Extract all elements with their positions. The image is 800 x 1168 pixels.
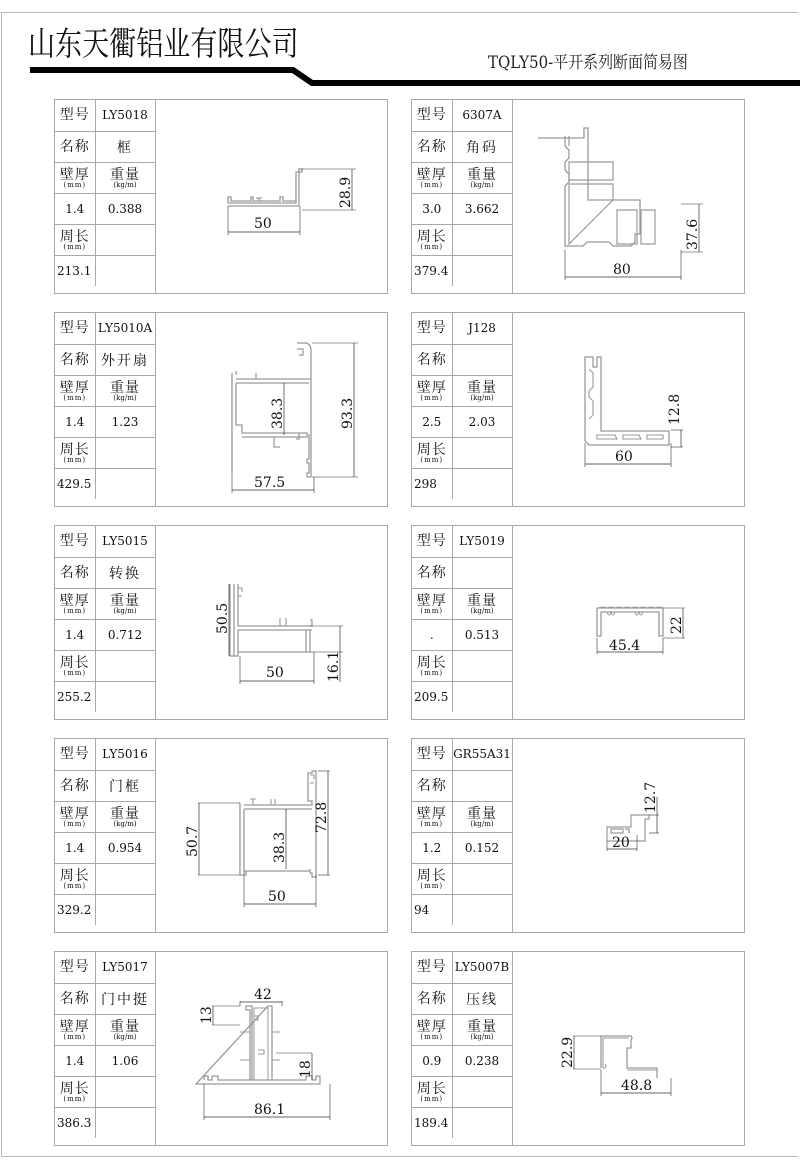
profile-panel-j128: [411, 312, 745, 507]
model-label: 型号: [412, 526, 452, 557]
model-value: LY5017: [95, 952, 155, 983]
weight-label: 重量 (kg/m): [95, 588, 155, 619]
name-value: 外开扇: [95, 344, 155, 375]
blank-cell: [95, 650, 155, 681]
svg-text:13: 13: [199, 1006, 215, 1024]
wall-thickness-value: .: [412, 619, 452, 650]
blank-cell: [95, 468, 155, 499]
perimeter-label: 周长 (mm): [55, 1076, 95, 1107]
wall-thickness-label: 壁厚 (mm): [412, 1014, 452, 1045]
svg-text:50.7: 50.7: [185, 825, 201, 857]
wall-thickness-label: 壁厚 (mm): [412, 588, 452, 619]
perimeter-label: 周长 (mm): [412, 224, 452, 255]
blank-cell: [452, 894, 512, 925]
weight-label: 重量 (kg/m): [452, 375, 512, 406]
wall-thickness-label: 壁厚 (mm): [55, 588, 95, 619]
profile-section-icon: [513, 313, 746, 506]
svg-text:80: 80: [613, 262, 631, 278]
name-label: 名称: [412, 344, 452, 375]
perimeter-value: 379.4: [412, 255, 452, 286]
name-label: 名称: [412, 770, 452, 801]
model-value: GR55A31: [452, 739, 512, 770]
profile-section-icon: [513, 100, 746, 293]
svg-text:50: 50: [268, 889, 286, 905]
wall-thickness-value: 1.4: [55, 619, 95, 650]
wall-thickness-value: 2.5: [412, 406, 452, 437]
name-value: 门框: [95, 770, 155, 801]
profile-panel-gr55a31: [411, 738, 745, 933]
weight-value: 3.662: [452, 193, 512, 224]
blank-cell: [452, 863, 512, 894]
profile-section-icon: [156, 526, 389, 719]
blank-cell: [452, 224, 512, 255]
wall-thickness-label: 壁厚 (mm): [412, 375, 452, 406]
wall-thickness-value: 1.4: [55, 832, 95, 863]
svg-text:72.8: 72.8: [314, 801, 330, 833]
blank-cell: [95, 894, 155, 925]
svg-text:38.3: 38.3: [272, 831, 288, 863]
wall-thickness-value: 0.9: [412, 1045, 452, 1076]
name-label: 名称: [412, 131, 452, 162]
svg-text:18: 18: [298, 1060, 314, 1078]
model-label: 型号: [412, 952, 452, 983]
perimeter-value: 189.4: [412, 1107, 452, 1138]
svg-text:28.9: 28.9: [338, 176, 354, 208]
profile-section-icon: [156, 739, 389, 932]
perimeter-label: 周长 (mm): [412, 437, 452, 468]
perimeter-value: 329.2: [55, 894, 95, 925]
svg-text:42: 42: [254, 987, 272, 1003]
name-value: [452, 557, 512, 588]
perimeter-label: 周长 (mm): [55, 650, 95, 681]
wall-thickness-label: 壁厚 (mm): [55, 801, 95, 832]
blank-cell: [452, 255, 512, 286]
model-label: 型号: [55, 526, 95, 557]
wall-thickness-value: 1.4: [55, 406, 95, 437]
perimeter-label: 周长 (mm): [412, 650, 452, 681]
name-label: 名称: [412, 983, 452, 1014]
wall-thickness-value: 1.4: [55, 1045, 95, 1076]
spec-table: [412, 100, 513, 286]
name-value: 框: [95, 131, 155, 162]
blank-cell: [452, 437, 512, 468]
wall-thickness-value: 1.4: [55, 193, 95, 224]
blank-cell: [95, 681, 155, 712]
perimeter-value: 94: [412, 894, 452, 925]
svg-text:12.7: 12.7: [643, 781, 659, 813]
wall-thickness-label: 壁厚 (mm): [412, 162, 452, 193]
spec-table: [412, 952, 513, 1138]
weight-label: 重量 (kg/m): [452, 588, 512, 619]
model-value: LY5007B: [452, 952, 512, 983]
model-label: 型号: [412, 100, 452, 131]
name-value: 门中挺: [95, 983, 155, 1014]
svg-text:93.3: 93.3: [340, 397, 356, 429]
model-value: 6307A: [452, 100, 512, 131]
svg-text:16.1: 16.1: [326, 650, 342, 682]
weight-value: 1.23: [95, 406, 155, 437]
model-label: 型号: [55, 952, 95, 983]
name-value: [452, 770, 512, 801]
weight-value: 2.03: [452, 406, 512, 437]
blank-cell: [95, 1076, 155, 1107]
svg-text:50: 50: [254, 216, 272, 232]
profile-panel-ly5018: [54, 99, 388, 294]
section-drawing: [155, 313, 389, 506]
section-drawing: [512, 313, 746, 506]
spec-table: [55, 313, 156, 499]
section-drawing: [512, 100, 746, 293]
weight-label: 重量 (kg/m): [452, 162, 512, 193]
perimeter-value: 213.1: [55, 255, 95, 286]
section-drawing: [512, 739, 746, 932]
name-label: 名称: [55, 131, 95, 162]
profile-panel-ly5016: [54, 738, 388, 933]
weight-label: 重量 (kg/m): [452, 801, 512, 832]
svg-text:12.8: 12.8: [667, 393, 683, 425]
perimeter-label: 周长 (mm): [55, 863, 95, 894]
name-value: 转换: [95, 557, 155, 588]
weight-value: 0.388: [95, 193, 155, 224]
section-drawing: [155, 526, 389, 719]
section-drawing: [155, 739, 389, 932]
name-label: 名称: [55, 344, 95, 375]
profile-section-icon: [513, 952, 746, 1145]
blank-cell: [452, 468, 512, 499]
profile-section-icon: [156, 952, 389, 1145]
name-value: [452, 344, 512, 375]
weight-value: 0.954: [95, 832, 155, 863]
wall-thickness-value: 1.2: [412, 832, 452, 863]
svg-text:38.3: 38.3: [270, 397, 286, 429]
wall-thickness-label: 壁厚 (mm): [55, 375, 95, 406]
blank-cell: [452, 681, 512, 712]
svg-text:60: 60: [615, 449, 633, 465]
wall-thickness-value: 3.0: [412, 193, 452, 224]
spec-table: [412, 739, 513, 925]
svg-text:50: 50: [266, 665, 284, 681]
perimeter-label: 周长 (mm): [55, 224, 95, 255]
perimeter-label: 周长 (mm): [412, 863, 452, 894]
name-label: 名称: [412, 557, 452, 588]
weight-value: 0.238: [452, 1045, 512, 1076]
perimeter-value: 209.5: [412, 681, 452, 712]
wall-thickness-label: 壁厚 (mm): [55, 1014, 95, 1045]
profile-section-icon: [156, 313, 389, 506]
profile-section-icon: [156, 100, 389, 293]
weight-label: 重量 (kg/m): [95, 162, 155, 193]
svg-text:37.6: 37.6: [685, 218, 701, 250]
section-drawing: [512, 526, 746, 719]
model-label: 型号: [55, 100, 95, 131]
section-drawing: [155, 952, 389, 1145]
header-rule: [0, 0, 800, 100]
svg-text:48.8: 48.8: [621, 1078, 653, 1094]
name-value: 压线: [452, 983, 512, 1014]
model-value: LY5016: [95, 739, 155, 770]
model-value: LY5015: [95, 526, 155, 557]
profile-section-icon: [513, 526, 746, 719]
svg-text:20: 20: [612, 835, 630, 851]
model-value: LY5010A: [95, 313, 155, 344]
blank-cell: [95, 863, 155, 894]
series-title: TQLY50-平开系列断面简易图: [488, 53, 688, 73]
svg-text:22.9: 22.9: [560, 1036, 576, 1068]
model-label: 型号: [412, 739, 452, 770]
spec-table: [412, 313, 513, 499]
weight-value: 0.513: [452, 619, 512, 650]
name-label: 名称: [55, 770, 95, 801]
perimeter-label: 周长 (mm): [55, 437, 95, 468]
blank-cell: [452, 1076, 512, 1107]
name-label: 名称: [55, 557, 95, 588]
blank-cell: [452, 650, 512, 681]
blank-cell: [452, 1107, 512, 1138]
svg-text:50.5: 50.5: [215, 602, 231, 634]
blank-cell: [95, 1107, 155, 1138]
wall-thickness-label: 壁厚 (mm): [412, 801, 452, 832]
profile-panel-6307a: [411, 99, 745, 294]
perimeter-value: 386.3: [55, 1107, 95, 1138]
svg-text:45.4: 45.4: [609, 638, 641, 654]
model-value: J128: [452, 313, 512, 344]
profile-panel-ly5019: [411, 525, 745, 720]
model-label: 型号: [55, 313, 95, 344]
blank-cell: [95, 255, 155, 286]
blank-cell: [95, 437, 155, 468]
spec-table: [55, 952, 156, 1138]
spec-table: [55, 739, 156, 925]
svg-text:22: 22: [669, 616, 685, 634]
svg-text:86.1: 86.1: [254, 1102, 286, 1118]
section-drawing: [512, 952, 746, 1145]
weight-label: 重量 (kg/m): [95, 801, 155, 832]
perimeter-value: 255.2: [55, 681, 95, 712]
name-label: 名称: [55, 983, 95, 1014]
name-value: 角码: [452, 131, 512, 162]
perimeter-value: 298: [412, 468, 452, 499]
profile-section-icon: [513, 739, 746, 932]
profile-panel-ly5007b: [411, 951, 745, 1146]
weight-value: 0.712: [95, 619, 155, 650]
model-label: 型号: [55, 739, 95, 770]
spec-table: [55, 526, 156, 712]
profile-panel-ly5017: [54, 951, 388, 1146]
svg-text:57.5: 57.5: [254, 475, 286, 491]
model-value: LY5018: [95, 100, 155, 131]
profile-panel-ly5015: [54, 525, 388, 720]
perimeter-value: 429.5: [55, 468, 95, 499]
model-label: 型号: [412, 313, 452, 344]
section-drawing: [155, 100, 389, 293]
weight-value: 0.152: [452, 832, 512, 863]
blank-cell: [95, 224, 155, 255]
spec-table: [412, 526, 513, 712]
wall-thickness-label: 壁厚 (mm): [55, 162, 95, 193]
weight-label: 重量 (kg/m): [452, 1014, 512, 1045]
weight-value: 1.06: [95, 1045, 155, 1076]
perimeter-label: 周长 (mm): [412, 1076, 452, 1107]
company-name: 山东天衢铝业有限公司: [28, 24, 299, 63]
model-value: LY5019: [452, 526, 512, 557]
weight-label: 重量 (kg/m): [95, 375, 155, 406]
profile-panel-ly5010a: [54, 312, 388, 507]
weight-label: 重量 (kg/m): [95, 1014, 155, 1045]
spec-table: [55, 100, 156, 286]
